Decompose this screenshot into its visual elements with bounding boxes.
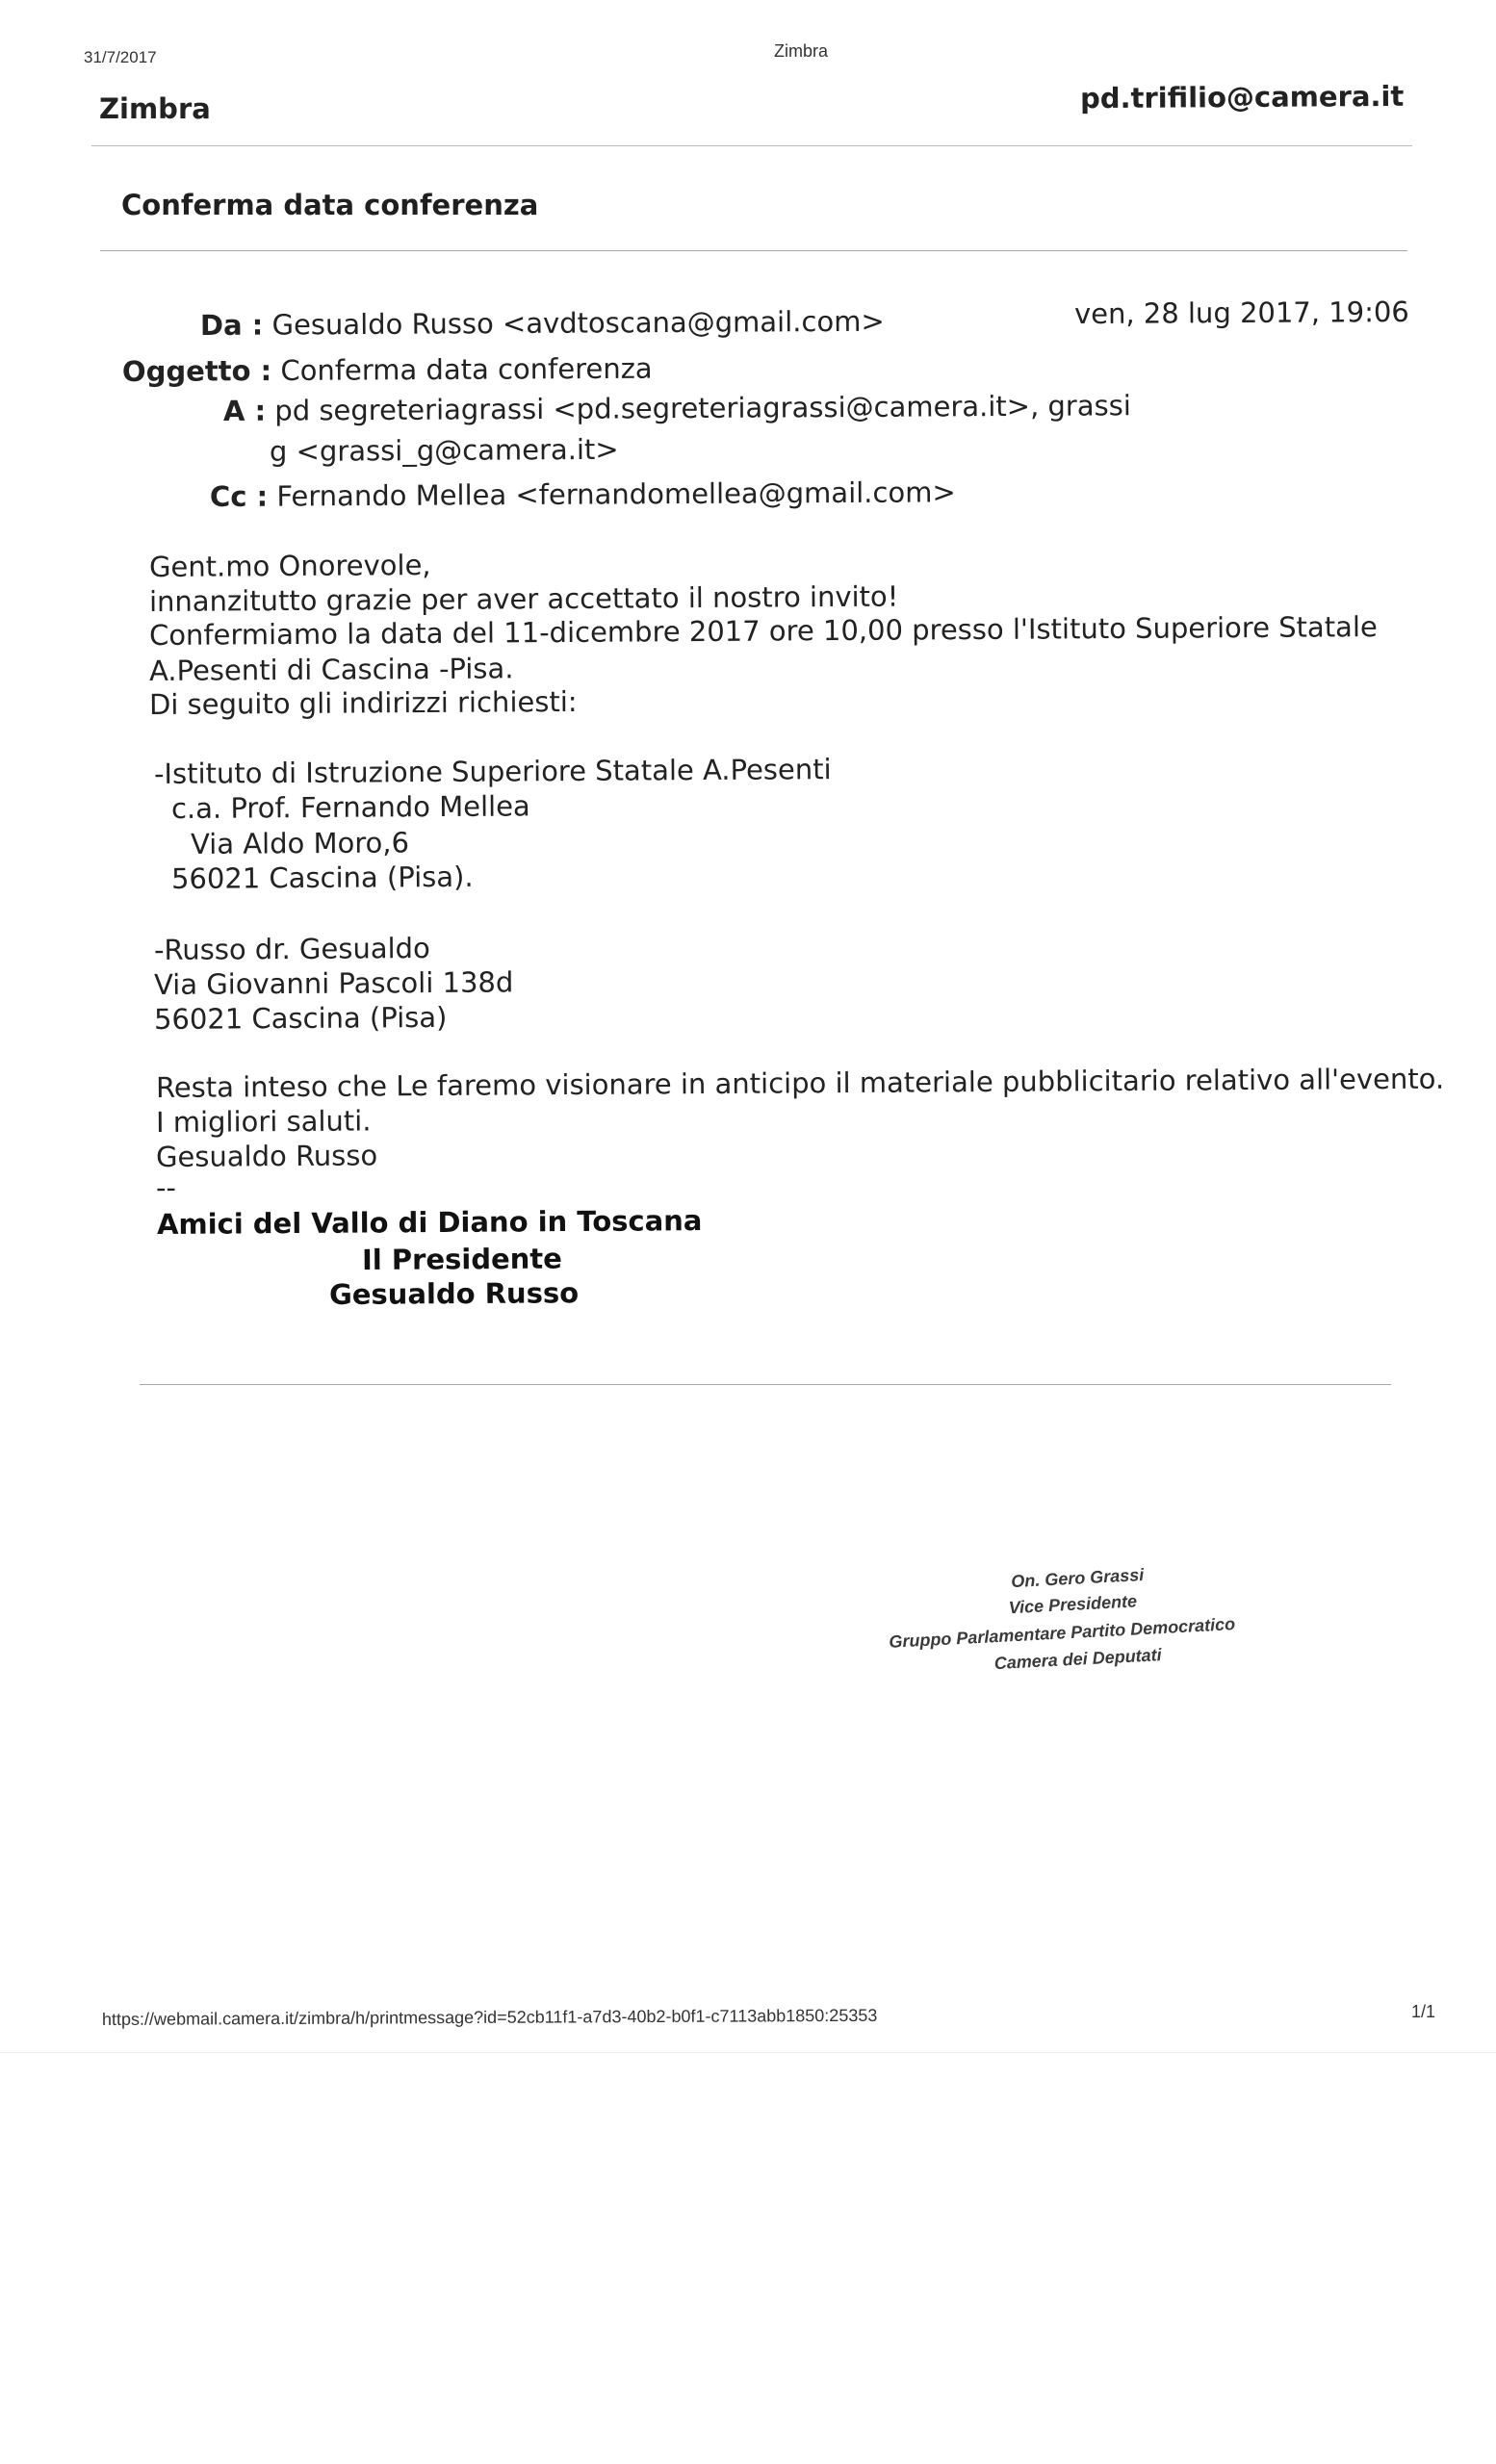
subject-field xyxy=(122,352,653,388)
signature-separator: -- xyxy=(155,1170,177,1204)
sent-date: ven, 28 lug 2017, 19:06 xyxy=(1073,295,1409,331)
address-line: 56021 Cascina (Pisa) xyxy=(153,1000,448,1036)
to-value-line1: pd segreteriagrassi <pd.segreteriagrassi@camera.it>, grassi xyxy=(274,389,1131,427)
scan-edge xyxy=(0,2052,1496,2053)
cc-value: Fernando Mellea <fernandomellea@gmail.com> xyxy=(276,475,956,513)
signature-role: Il Presidente xyxy=(361,1242,562,1276)
address-line: c.a. Prof. Fernando Mellea xyxy=(170,789,530,825)
account-email: pd.trifilio@camera.it xyxy=(1079,79,1405,116)
print-date: 31/7/2017 xyxy=(84,48,157,66)
to-value-line2: g <grassi_g@camera.it> xyxy=(269,432,619,468)
body-greeting: Gent.mo Onorevole, xyxy=(148,548,431,583)
body-line: innanzitutto grazie per aver accettato il nostro invito! xyxy=(148,579,899,618)
header-divider xyxy=(91,145,1412,146)
message-title: Conferma data conferenza xyxy=(121,189,539,221)
address-line: -Russo dr. Gesualdo xyxy=(153,931,430,966)
subject-label: Oggetto : xyxy=(121,354,272,388)
signature-organization: Amici del Vallo di Diano in Toscana xyxy=(156,1204,703,1241)
print-page-number: 1/1 xyxy=(1411,2002,1436,2021)
stamp-chamber: Camera dei Deputati xyxy=(993,1645,1163,1674)
closing-line: Gesualdo Russo xyxy=(155,1139,378,1173)
print-footer-url: https://webmail.camera.it/zimbra/h/printmessage?id=52cb11f1-a7d3-40b2-b0f1-c7113abb1850:25353 xyxy=(101,2005,878,2029)
from-label: Da : xyxy=(199,308,264,342)
official-stamp xyxy=(886,1556,1315,1694)
title-divider xyxy=(100,250,1407,251)
to-label: A : xyxy=(222,394,267,427)
brand-name: Zimbra xyxy=(99,92,211,125)
body-line: Confermiamo la data del 11-dicembre 2017 ore 10,00 presso l'Istituto Superiore Statale xyxy=(148,610,1378,652)
cc-field xyxy=(210,475,956,513)
body-line: A.Pesenti di Cascina -Pisa. xyxy=(148,652,514,687)
body-line: Di seguito gli indirizzi richiesti: xyxy=(148,684,578,721)
signature-name: Gesualdo Russo xyxy=(328,1276,580,1311)
address-line: -Istituto di Istruzione Superiore Statale A.Pesenti xyxy=(153,753,832,790)
stamp-name: On. Gero Grassi xyxy=(1010,1564,1145,1592)
from-value: Gesualdo Russo <avdtoscana@gmail.com> xyxy=(271,304,885,342)
to-field xyxy=(223,389,1131,427)
address-line: Via Giovanni Pascoli 138d xyxy=(153,965,514,1001)
from-field xyxy=(200,305,885,342)
closing-line: I migliori saluti. xyxy=(155,1104,372,1139)
body-end-divider xyxy=(140,1384,1391,1385)
closing-line: Resta inteso che Le faremo visionare in anticipo il materiale pubblicitario relativo all'evento. xyxy=(155,1062,1445,1104)
print-app-name: Zimbra xyxy=(774,41,829,61)
address-line: 56021 Cascina (Pisa). xyxy=(170,860,474,895)
stamp-group: Gruppo Parlamentare Partito Democratico xyxy=(888,1614,1236,1652)
address-line: Via Aldo Moro,6 xyxy=(190,826,410,860)
subject-value: Conferma data conferenza xyxy=(280,351,653,387)
cc-label: Cc : xyxy=(209,479,269,513)
stamp-role: Vice Presidente xyxy=(1008,1591,1138,1618)
